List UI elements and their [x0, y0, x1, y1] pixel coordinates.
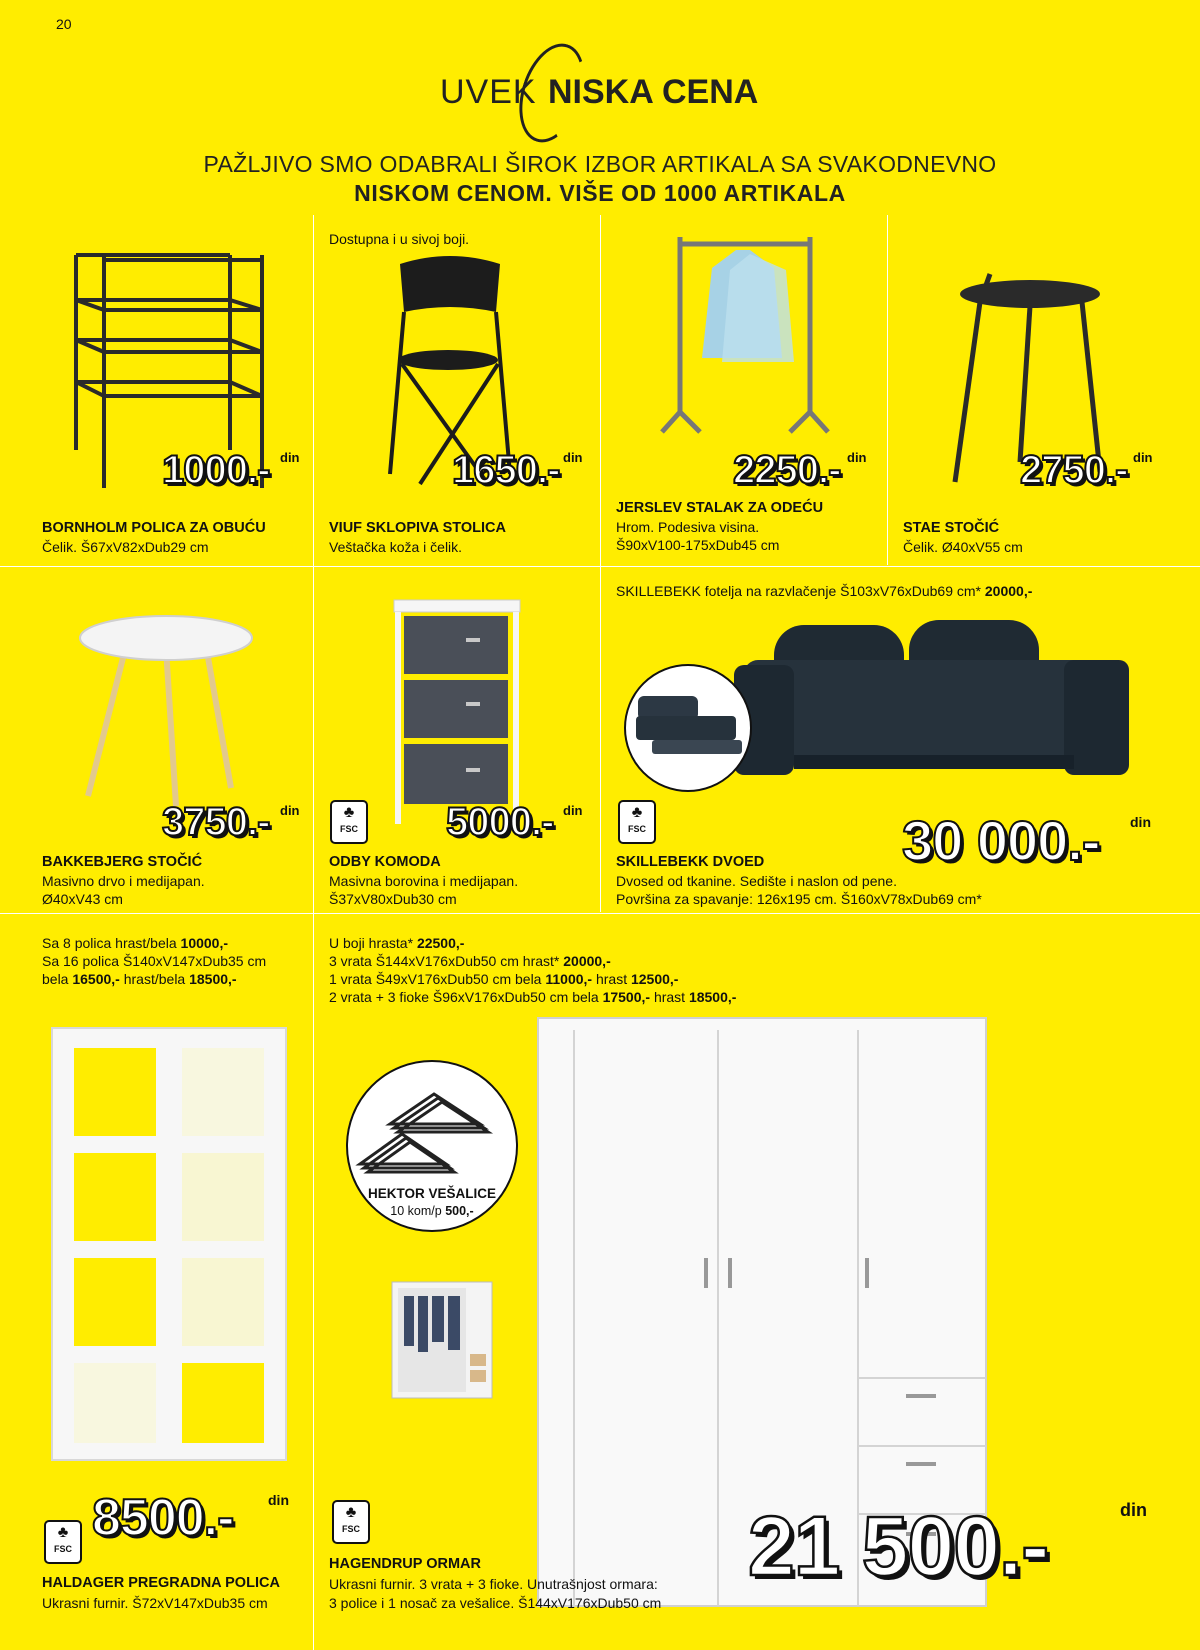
- product-note: 2 vrata + 3 fioke Š96xV176xDub50 cm bela 17500,- hrast 18500,-: [329, 989, 737, 1005]
- headline-line2: NISKOM CENOM. VIŠE OD 1000 ARTIKALA: [354, 180, 846, 206]
- product-note: Sa 8 polica hrast/bela 10000,-: [42, 935, 229, 951]
- divider: [600, 215, 601, 912]
- currency: din: [268, 1492, 289, 1508]
- hanger-icon: [362, 1086, 502, 1186]
- price: 5000.-: [446, 800, 554, 844]
- product-title: SKILLEBEKK DVOED: [616, 854, 765, 870]
- fsc-logo-icon: ♣ FSC: [332, 1500, 370, 1544]
- product-desc: Čelik. Š67xV82xDub29 cm: [42, 539, 209, 555]
- sofa-image: [734, 615, 1134, 805]
- product-desc: Masivna borovina i medijapan.: [329, 873, 519, 889]
- shelf-unit-image: [52, 1028, 292, 1463]
- price: 30 000.-: [902, 809, 1100, 872]
- product-desc: Dvosed od tkanine. Sedište i naslon od pene.: [616, 873, 897, 889]
- product-title: STAE STOČIĆ: [903, 520, 1000, 536]
- currency: din: [1120, 1500, 1147, 1520]
- fsc-logo-icon: ♣ FSC: [618, 800, 656, 844]
- product-desc: Hrom. Podesiva visina.: [616, 519, 760, 535]
- hektor-inset[interactable]: [346, 1060, 518, 1232]
- currency: din: [1130, 814, 1151, 830]
- currency: din: [563, 803, 583, 818]
- price: 8500.-: [92, 1489, 234, 1547]
- price: 1650.-: [452, 448, 560, 492]
- brand-logo: [440, 40, 760, 140]
- product-title: ODBY KOMODA: [329, 854, 441, 870]
- divider: [0, 913, 1200, 914]
- hektor-title: HEKTOR VEŠALICE: [367, 1186, 497, 1201]
- currency: din: [847, 450, 867, 465]
- sofa-bed-inset-image: [634, 694, 744, 764]
- logo-niska-cena: NISKA CENA: [548, 73, 759, 111]
- product-desc: Masivno drvo i medijapan.: [42, 873, 205, 889]
- product-desc: Ukrasni furnir. Š72xV147xDub35 cm: [42, 1595, 268, 1611]
- currency: din: [280, 450, 300, 465]
- product-desc: Ukrasni furnir. 3 vrata + 3 fioke. Unutrašnjost ormara:: [329, 1576, 658, 1592]
- product-desc: Š37xV80xDub30 cm: [329, 891, 457, 907]
- fsc-logo-icon: ♣ FSC: [44, 1520, 82, 1564]
- product-desc: Veštačka koža i čelik.: [329, 539, 463, 555]
- product-title: VIUF SKLOPIVA STOLICA: [329, 520, 506, 536]
- product-desc: 3 police i 1 nosač za vešalice. Š144xV176xDub50 cm: [329, 1595, 662, 1611]
- product-note: Dostupna i u sivoj boji.: [329, 231, 470, 247]
- divider: [313, 215, 314, 1650]
- price: 2750.-: [1020, 448, 1128, 492]
- product-note: U boji hrasta* 22500,-: [329, 935, 465, 951]
- product-desc: Čelik. Ø40xV55 cm: [903, 539, 1023, 555]
- product-title: BAKKEBJERG STOČIĆ: [42, 854, 203, 870]
- price: 21 500.-: [748, 1499, 1049, 1593]
- product-desc: Ø40xV43 cm: [42, 891, 123, 907]
- product-title: JERSLEV STALAK ZA ODEĆU: [616, 500, 824, 516]
- product-desc: Površina za spavanje: 126x195 cm. Š160xV78xDub69 cm*: [616, 891, 982, 907]
- product-note: SKILLEBEKK fotelja na razvlačenje Š103xV76xDub69 cm* 20000,-: [616, 583, 1033, 599]
- product-title: BORNHOLM POLICA ZA OBUĆU: [42, 520, 266, 536]
- drawer-unit-image: [392, 598, 522, 828]
- product-title: HAGENDRUP ORMAR: [329, 1556, 481, 1572]
- clothes-rack-image: [660, 232, 830, 462]
- wardrobe-interior-image: [392, 1282, 494, 1400]
- price: 1000.-: [162, 448, 270, 492]
- product-note: Sa 16 polica Š140xV147xDub35 cm: [42, 953, 267, 969]
- product-note: 3 vrata Š144xV176xDub50 cm hrast* 20000,-: [329, 953, 611, 969]
- sofa-bed-inset: [624, 664, 752, 792]
- currency: din: [563, 450, 583, 465]
- divider: [887, 215, 888, 565]
- product-note: 1 vrata Š49xV176xDub50 cm bela 11000,- hrast 12500,-: [329, 971, 679, 987]
- price: 2250.-: [733, 448, 841, 492]
- currency: din: [280, 803, 300, 818]
- product-title: HALDAGER PREGRADNA POLICA: [42, 1575, 280, 1591]
- round-table-image: [76, 606, 256, 806]
- product-note: bela 16500,- hrast/bela 18500,-: [42, 971, 237, 987]
- hektor-price: 10 kom/p 500,-: [390, 1204, 474, 1218]
- divider: [0, 566, 1200, 567]
- headline-line1: PAŽLJIVO SMO ODABRALI ŠIROK IZBOR ARTIKALA SA SVAKODNEVNO: [203, 151, 997, 177]
- page-number: 20: [56, 16, 72, 32]
- currency: din: [1133, 450, 1153, 465]
- fsc-logo-icon: ♣ FSC: [330, 800, 368, 844]
- logo-uvek: UVEK: [440, 73, 537, 111]
- price: 3750.-: [162, 800, 270, 844]
- product-desc: Š90xV100-175xDub45 cm: [616, 537, 780, 553]
